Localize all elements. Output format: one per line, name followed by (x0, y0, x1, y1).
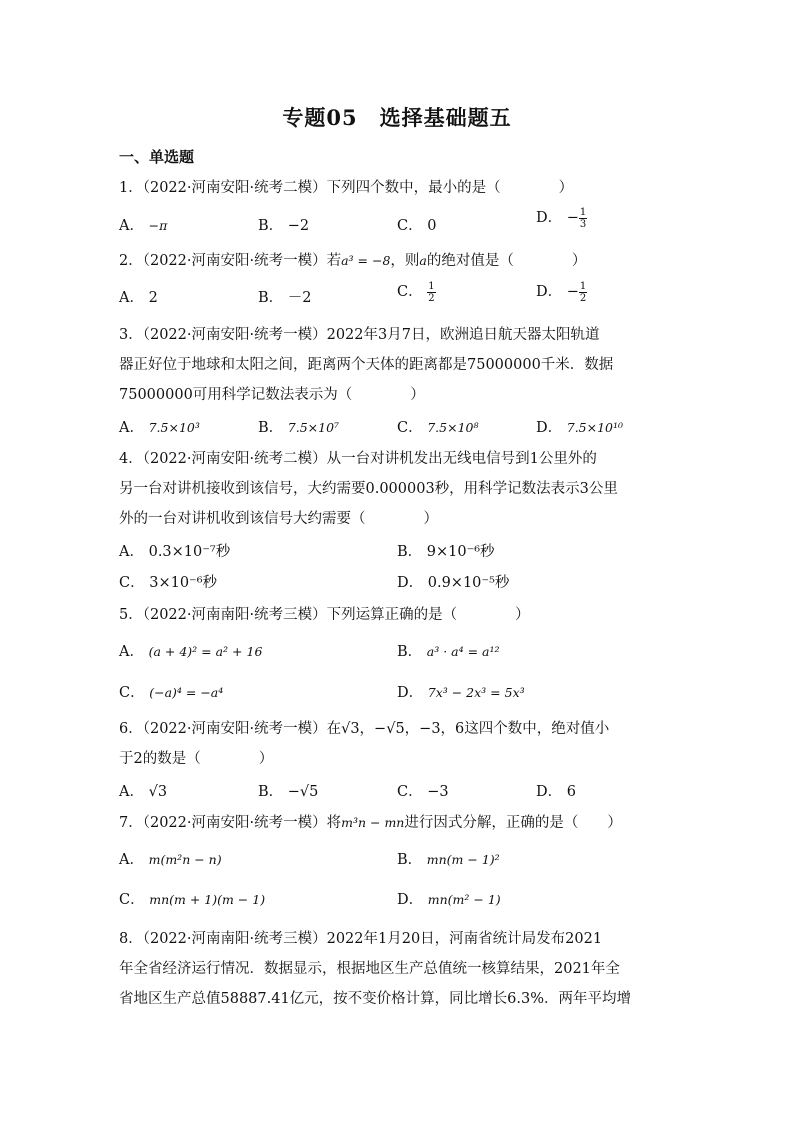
question-4-line-2: 另一台对讲机接收到该信号，大约需要0.000003秒，用科学记数法表示3公里 (119, 481, 618, 497)
question-8-line-1: 8．（2022·河南南阳·统考三模）2022年1月20日，河南省统计局发布2021 (119, 931, 603, 947)
q1-option-c[interactable]: C． 0 (397, 218, 437, 234)
q2-option-a[interactable]: A． 2 (119, 290, 158, 306)
q5-option-d[interactable]: D． 7x³ − 2x³ = 5x³ (397, 685, 525, 701)
q5-option-c[interactable]: C． (−a)⁴ = −a⁴ (119, 685, 224, 701)
question-1-stem: 1．（2022·河南安阳·统考二模）下列四个数中，最小的是（ ） (119, 180, 574, 196)
question-8-line-3: 省地区生产总值58887.41亿元，按不变价格计算，同比增长6.3%．两年平均增 (119, 991, 632, 1007)
q5-option-b[interactable]: B． a³ · a⁴ = a¹² (397, 644, 500, 660)
q2-option-c[interactable]: C． $\frac{1}{2}$ (397, 280, 435, 304)
q1-option-b[interactable]: B． −2 (258, 218, 310, 234)
q1-option-a[interactable]: A． −π (119, 218, 168, 234)
question-8-line-2: 年全省经济运行情况．数据显示，根据地区生产总值统一核算结果，2021年全 (119, 961, 620, 977)
q6-option-b[interactable]: B． −√5 (258, 784, 319, 800)
q4-option-d[interactable]: D． 0.9×10⁻⁵秒 (397, 575, 510, 591)
q3-option-c[interactable]: C． 7.5×10⁸ (397, 420, 479, 436)
section-heading: 一、单选题 (119, 148, 195, 166)
question-3-line-3: 75000000可用科学记数法表示为（ ） (119, 387, 425, 403)
question-3-line-1: 3．（2022·河南安阳·统考一模）2022年3月7日，欧洲追日航天器太阳轨道 (119, 327, 600, 343)
fraction: $\frac{1}{3}$ (579, 206, 587, 230)
q6-option-d[interactable]: D． 6 (536, 784, 576, 800)
q7-option-b[interactable]: B． mn(m − 1)² (397, 852, 500, 868)
page-title: 专题05 选择基础题五 (282, 105, 512, 130)
question-4-line-3: 外的一台对讲机收到该信号大约需要（ ） (119, 511, 438, 527)
fraction: $\frac{1}{2}$ (428, 280, 435, 304)
q4-option-a[interactable]: A． 0.3×10⁻⁷秒 (119, 544, 231, 560)
question-7-stem: 7．（2022·河南安阳·统考一模）将m³n − mn进行因式分解，正确的是（ ） (119, 815, 622, 831)
q7-option-a[interactable]: A． m(m²n − n) (119, 852, 222, 868)
q7-option-d[interactable]: D． mn(m² − 1) (397, 892, 501, 908)
question-2-stem: 2．（2022·河南安阳·统考一模）若a³ = −8，则a的绝对值是（ ） (119, 253, 587, 269)
q4-option-b[interactable]: B． 9×10⁻⁶秒 (397, 544, 495, 560)
question-6-line-1: 6．（2022·河南安阳·统考一模）在√3，−√5，−3，6这四个数中，绝对值小 (119, 721, 610, 737)
question-6-line-2: 于2的数是（ ） (119, 751, 274, 767)
q3-option-d[interactable]: D． 7.5×10¹⁰ (536, 420, 624, 436)
question-4-line-1: 4．（2022·河南安阳·统考二模）从一台对讲机发出无线电信号到1公里外的 (119, 451, 597, 467)
q4-option-c[interactable]: C． 3×10⁻⁶秒 (119, 575, 218, 591)
q3-option-a[interactable]: A． 7.5×10³ (119, 420, 200, 436)
question-5-stem: 5．（2022·河南南阳·统考三模）下列运算正确的是（ ） (119, 607, 530, 623)
fraction: $\frac{1}{2}$ (579, 280, 587, 304)
q1-option-d[interactable]: D． − $\frac{1}{3}$ (536, 206, 587, 230)
q2-option-b[interactable]: B． －2 (258, 290, 312, 306)
q2-option-d[interactable]: D． − $\frac{1}{2}$ (536, 280, 587, 304)
q3-option-b[interactable]: B． 7.5×10⁷ (258, 420, 340, 436)
q6-option-c[interactable]: C． −3 (397, 784, 449, 800)
q6-option-a[interactable]: A． √3 (119, 784, 168, 800)
q5-option-a[interactable]: A． (a + 4)² = a² + 16 (119, 644, 263, 660)
question-3-line-2: 器正好位于地球和太阳之间，距离两个天体的距离都是75000000千米．数据 (119, 357, 614, 373)
q7-option-c[interactable]: C． mn(m + 1)(m − 1) (119, 892, 266, 908)
